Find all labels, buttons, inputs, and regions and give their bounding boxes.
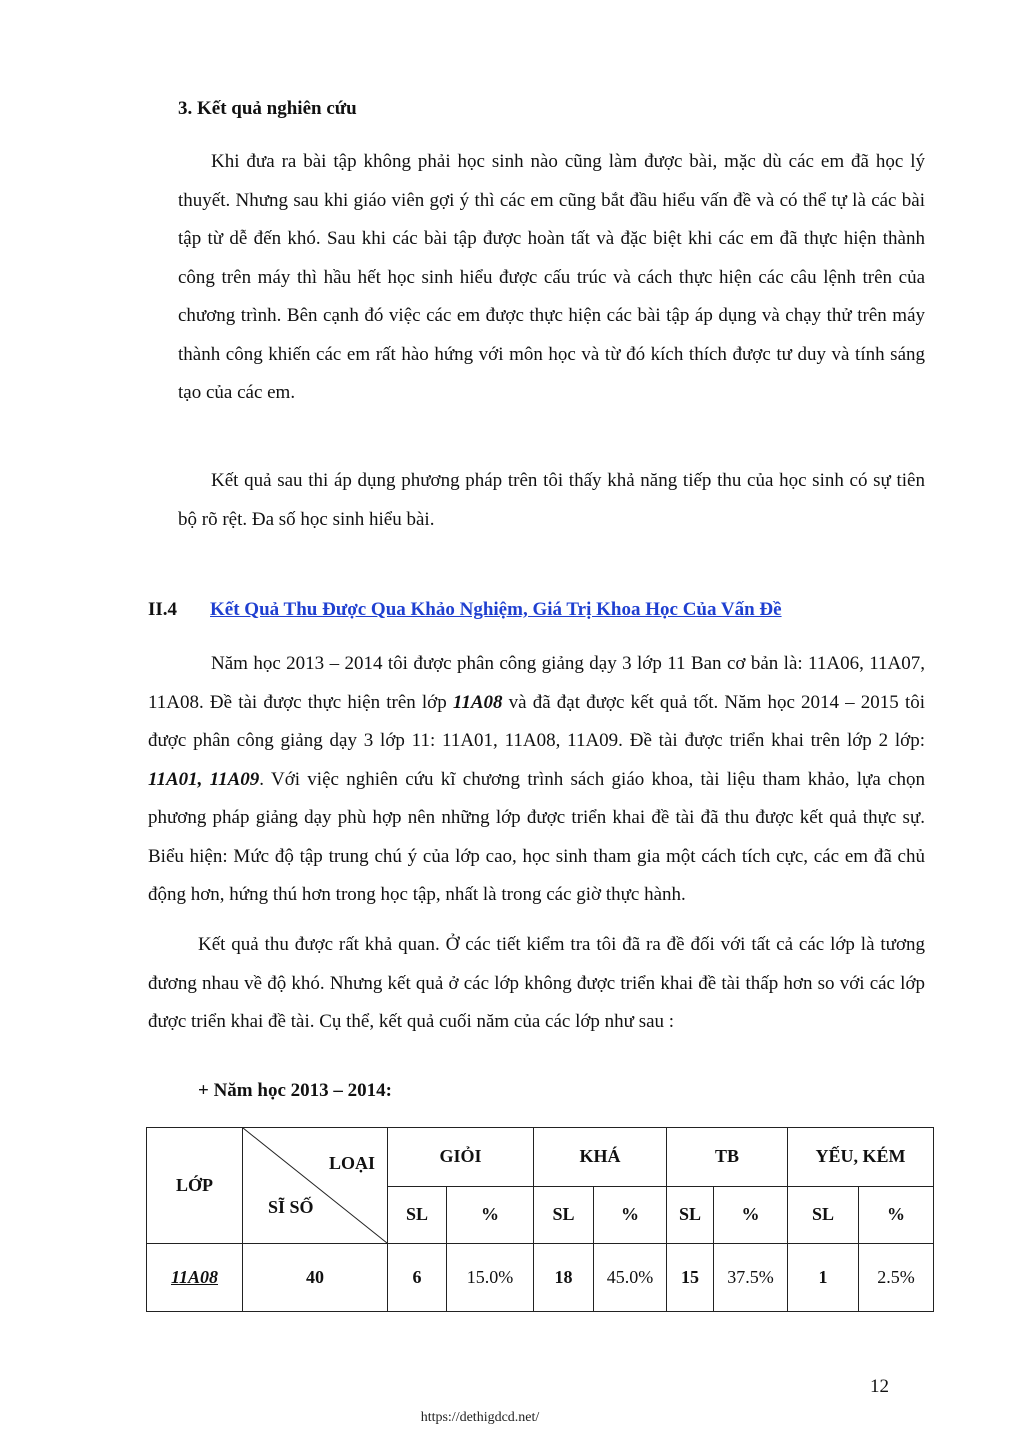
sub-header-sl: SL <box>667 1186 714 1244</box>
class-highlight: 11A01, 11A09 <box>148 768 260 790</box>
cell-yeu-sl: 1 <box>788 1244 859 1312</box>
group-header-yeu: YẾU, KÉM <box>788 1128 934 1187</box>
cell-kha-sl: 18 <box>534 1244 594 1312</box>
section-title-row <box>148 599 782 621</box>
sub-header-pct: % <box>447 1186 534 1244</box>
loai-label: LOẠI <box>328 1153 375 1173</box>
text-run: và đã đạt được kết quả tốt. Năm học 2014 – 2015 tôi được phân công giảng dạy 3 lớp 11: 11A01, 11A08, 11A09. Đề tài được triển khai trên lớp 2 lớp: <box>148 691 926 751</box>
si-so-label: SĨ SỐ <box>268 1197 314 1217</box>
section-title-link[interactable]: Kết Quả Thu Được Qua Khảo Nghiệm, Giá Trị Khoa Học Của Vấn Đề <box>210 599 782 620</box>
text-run: Năm học 2013 – 2014 tôi được phân công giảng dạy 3 lớp 11 Ban cơ bản là: 11A06, 11A07, 11A08. Đề tài được thực hiện trên lớp <box>148 653 925 713</box>
col-lop-header: LỚP <box>147 1128 243 1244</box>
paragraph: Kết quả sau thi áp dụng phương pháp trên tôi thấy khả năng tiếp thu của học sinh có sự tiên bộ rõ rệt. Đa số học sinh hiểu bài. <box>178 470 925 530</box>
sub-header-pct: % <box>594 1186 667 1244</box>
sub-header-sl: SL <box>388 1186 447 1244</box>
diagonal-header-cell <box>243 1128 388 1244</box>
section-number: II.4 <box>148 599 178 620</box>
cell-yeu-pct: 2.5% <box>859 1244 934 1312</box>
cell-gioi-sl: 6 <box>388 1244 447 1312</box>
sub-header-pct: % <box>859 1186 934 1244</box>
sub-header-pct: % <box>714 1186 788 1244</box>
cell-tb-sl: 15 <box>667 1244 714 1312</box>
paragraph: Kết quả thu được rất khả quan. Ở các tiết kiểm tra tôi đã ra đề đối với tất cả các lớp là tương đương nhau về độ khó. Nhưng kết quả ở các lớp không được triển khai đề tài thấp hơn so với các lớp được triển khai đề tài. Cụ thể, kết quả cuối năm của các lớp như sau : <box>148 934 925 1032</box>
section-heading: 3. Kết quả nghiên cứu <box>178 98 357 119</box>
year-heading: + Năm học 2013 – 2014: <box>198 1080 392 1101</box>
table-row <box>147 1244 934 1312</box>
text-run: . Với việc nghiên cứu kĩ chương trình sách giáo khoa, tài liệu tham khảo, lựa chọn phương pháp giảng dạy phù hợp nên những lớp được triển khai đề tài đã thu được kết quả thực sự. Biểu hiện: Mức độ tập trung chú ý của lớp cao, học sinh tham gia một cách tích cực, các em đã chủ động hơn, hứng thú hơn trong học tập, nhất là trong các giờ thực hành. <box>148 768 925 905</box>
group-header-gioi: GIỎI <box>388 1128 534 1187</box>
cell-tb-pct: 37.5% <box>714 1244 788 1312</box>
paragraph: Khi đưa ra bài tập không phải học sinh nào cũng làm được bài, mặc dù các em đã học lý thuyết. Nhưng sau khi giáo viên gợi ý thì các em cũng bắt đầu hiểu vấn đề và có thể tự là các bài tập từ dễ đến khó. Sau khi các bài tập được hoàn tất và đặc biệt khi các em đã thực hiện thành công trên máy thì hầu hết học sinh hiểu được cấu trúc và cách thực hiện các câu lệnh trên của chương trình. Bên cạnh đó việc các em được thực hiện các bài tập áp dụng và chạy thử trên máy thành công khiến các em rất hào hứng với môn học và từ đó kích thích được tư duy và tính sáng tạo của các em. <box>178 151 925 403</box>
group-header-tb: TB <box>667 1128 788 1187</box>
sub-header-sl: SL <box>788 1186 859 1244</box>
group-header-kha: KHÁ <box>534 1128 667 1187</box>
page-number: 12 <box>870 1376 889 1397</box>
paragraph <box>148 645 925 915</box>
cell-lop: 11A08 <box>147 1244 243 1312</box>
sub-header-sl: SL <box>534 1186 594 1244</box>
cell-gioi-pct: 15.0% <box>447 1244 534 1312</box>
cell-si-so: 40 <box>243 1244 388 1312</box>
results-table <box>146 1127 934 1312</box>
cell-kha-pct: 45.0% <box>594 1244 667 1312</box>
class-highlight: 11A08 <box>452 691 503 713</box>
diagonal-line <box>243 1128 387 1243</box>
footer-url[interactable]: https://dethigdcd.net/ <box>420 1410 540 1425</box>
